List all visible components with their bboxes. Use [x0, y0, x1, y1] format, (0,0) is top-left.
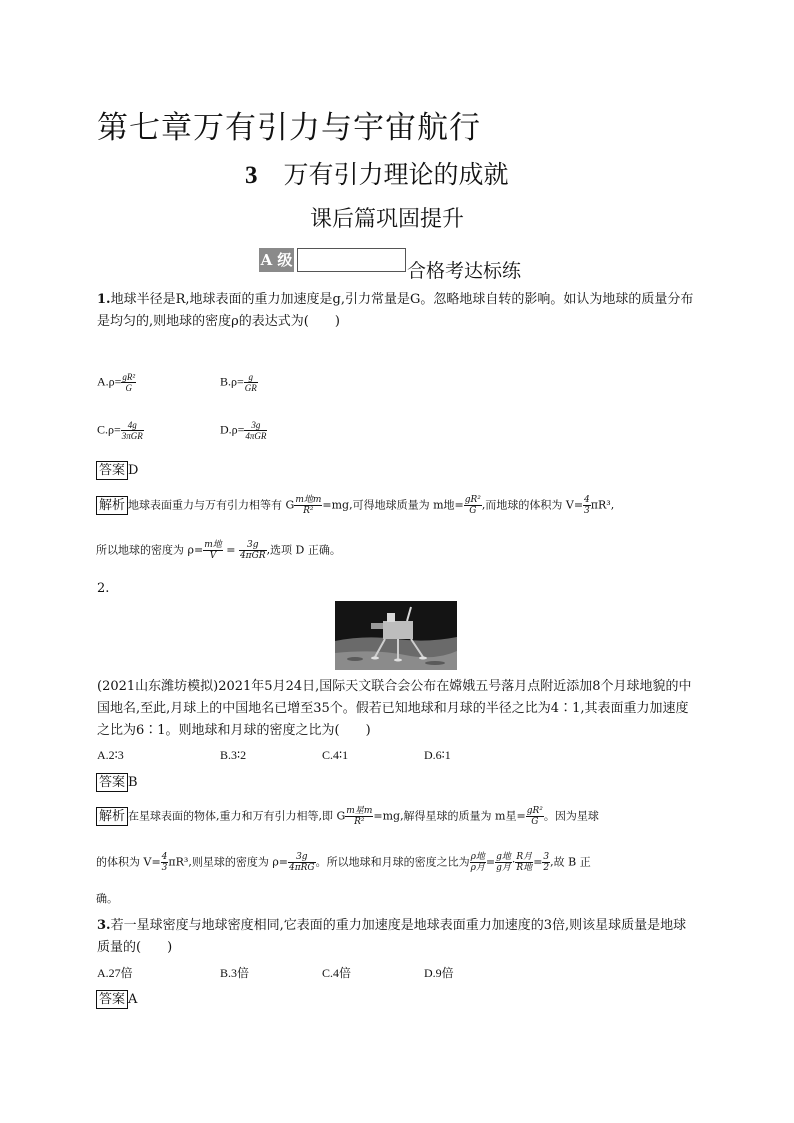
numerator: 3g	[244, 420, 267, 431]
option-b: B.3∶2	[220, 748, 247, 762]
numerator: 4	[161, 852, 168, 862]
fraction	[464, 495, 482, 516]
solution-text: =mg,解得星球的质量为 m星=	[373, 809, 526, 823]
numerator: m地	[204, 540, 222, 550]
solution-text: 。所以地球和月球的密度之比为	[315, 855, 470, 869]
section-number: 3	[245, 162, 258, 189]
option-b: B.3倍	[220, 966, 250, 980]
solution-2-line-2	[96, 852, 706, 873]
option-label: A.ρ=	[97, 374, 122, 389]
denominator: G	[469, 506, 477, 516]
option-a: A.2∶3	[97, 748, 124, 762]
fraction	[244, 372, 258, 393]
denominator: 4πRG	[289, 863, 315, 873]
fraction	[121, 420, 144, 441]
numerator: 3	[543, 852, 550, 862]
option-c: C.4倍	[322, 966, 352, 980]
solution-2-line-1	[96, 806, 706, 827]
option-c	[97, 420, 144, 441]
fraction	[239, 540, 267, 561]
question-text: 地球半径是R,地球表面的重力加速度是g,引力常量是G。忽略地球自转的影响。如认为地球的质量分布是均匀的,则地球的密度ρ的表达式为( )	[97, 292, 694, 329]
numerator: m地m	[295, 495, 322, 505]
answer-value: A	[128, 992, 138, 1007]
question-1	[97, 289, 697, 333]
answer-tag: 答案	[96, 461, 128, 480]
denominator: ρ月	[470, 863, 485, 873]
answer-value: B	[128, 775, 138, 790]
answer-tag: 答案	[96, 990, 128, 1009]
solution-1-line-1	[96, 495, 706, 516]
lander-image	[335, 601, 457, 670]
fraction	[294, 495, 322, 516]
answer-1	[96, 459, 138, 478]
option-d: D.9倍	[424, 966, 454, 980]
solution-text: ·	[511, 855, 516, 869]
level-badge: A 级	[259, 248, 294, 272]
fraction	[288, 852, 316, 873]
option-a	[97, 372, 136, 393]
option-label: D.ρ=	[220, 422, 245, 437]
fraction	[515, 852, 533, 873]
solution-text: =	[533, 855, 543, 869]
solution-text: 。因为星球	[543, 809, 599, 823]
fraction	[244, 420, 267, 441]
solution-text: πR³,则星球的密度为 ρ=	[168, 855, 289, 869]
numerator: 4g	[121, 420, 144, 431]
denominator: R地	[516, 863, 533, 873]
solution-1-line-2	[96, 540, 706, 561]
numerator: ρ地	[470, 852, 485, 862]
level-title: 合格考达标练	[407, 260, 522, 282]
option-b	[220, 372, 258, 393]
denominator: 2	[543, 863, 550, 873]
answer-value: D	[128, 463, 139, 478]
solution-text: 地球表面重力与万有引力相等有 G	[128, 498, 295, 512]
level-box	[297, 248, 406, 272]
denominator: 3	[161, 863, 168, 873]
solution-text: =	[485, 855, 496, 869]
fraction	[495, 852, 512, 873]
lunar-lander-photo	[335, 601, 457, 670]
fraction	[203, 540, 223, 561]
solution-text: =mg,可得地球质量为 m地=	[322, 498, 464, 512]
question-number: 3.	[97, 918, 111, 933]
fraction	[121, 372, 136, 393]
solution-text: ,选项 D 正确。	[266, 543, 341, 557]
question-3	[97, 915, 697, 959]
numerator: g地	[496, 852, 511, 862]
numerator: m星m	[346, 806, 373, 816]
numerator: gR²	[526, 806, 543, 816]
solution-text: ,故 B 正	[550, 855, 591, 869]
analysis-tag: 解析	[96, 496, 128, 515]
numerator: 3g	[239, 540, 267, 551]
question-2-number: 2.	[97, 581, 110, 596]
section-heading	[245, 155, 509, 191]
denominator: g月	[496, 863, 511, 873]
solution-2-line-3: 确。	[96, 892, 118, 905]
numerator: R月	[516, 852, 533, 862]
option-label: C.ρ=	[97, 422, 121, 437]
answer-2	[96, 771, 138, 790]
denominator: 3	[584, 506, 590, 516]
fraction	[583, 495, 591, 516]
option-d: D.6∶1	[424, 748, 451, 762]
chapter-title: 第七章万有引力与宇宙航行	[97, 110, 481, 146]
denominator: GR	[244, 383, 257, 393]
fraction	[345, 806, 373, 827]
question-text: 若一星球密度与地球密度相同,它表面的重力加速度是地球表面重力加速度的3倍,则该星球质量是地球质量的( )	[97, 918, 687, 955]
denominator: 4πGR	[245, 431, 267, 441]
denominator: 4πGR	[239, 551, 266, 561]
subsection-title: 课后篇巩固提升	[310, 207, 465, 232]
solution-text: 在星球表面的物体,重力和万有引力相等,即 G	[128, 809, 346, 823]
analysis-tag: 解析	[96, 807, 128, 826]
answer-tag: 答案	[96, 773, 128, 792]
numerator: gR²	[122, 372, 136, 382]
solution-text: 所以地球的密度为 ρ=	[96, 543, 204, 557]
option-c: C.4∶1	[322, 748, 349, 762]
fraction	[526, 806, 544, 827]
numerator: gR²	[464, 495, 481, 505]
solution-text: =	[222, 543, 239, 557]
solution-text: ,而地球的体积为 V=	[481, 498, 584, 512]
numerator: 4	[584, 495, 590, 505]
solution-text: 的体积为 V=	[96, 855, 161, 869]
option-a: A.27倍	[97, 966, 133, 980]
denominator: R²	[303, 506, 314, 516]
denominator: G	[125, 383, 133, 393]
numerator: g	[244, 372, 258, 383]
denominator: 3πGR	[121, 431, 143, 441]
question-number: 1.	[97, 292, 111, 307]
option-label: B.ρ=	[220, 374, 244, 389]
fraction	[542, 852, 550, 873]
answer-3	[96, 988, 137, 1007]
denominator: G	[531, 817, 539, 827]
fraction	[470, 852, 486, 873]
solution-text: πR³,	[590, 498, 615, 512]
question-2: (2021山东潍坊模拟)2021年5月24日,国际天文联合会公布在嫦娥五号落月点附近添加8个月球地貌的中国地名,至此,月球上的中国地名已增至35个。假若已知地球和月球的半径之比为4∶1,其表面重力加速度之比为6∶1。则地球和月球的密度之比为( )	[97, 679, 692, 738]
option-d	[220, 420, 267, 441]
denominator: R²	[354, 817, 365, 827]
denominator: V	[209, 551, 217, 561]
section-title: 万有引力理论的成就	[283, 160, 509, 189]
numerator: 3g	[288, 852, 316, 863]
